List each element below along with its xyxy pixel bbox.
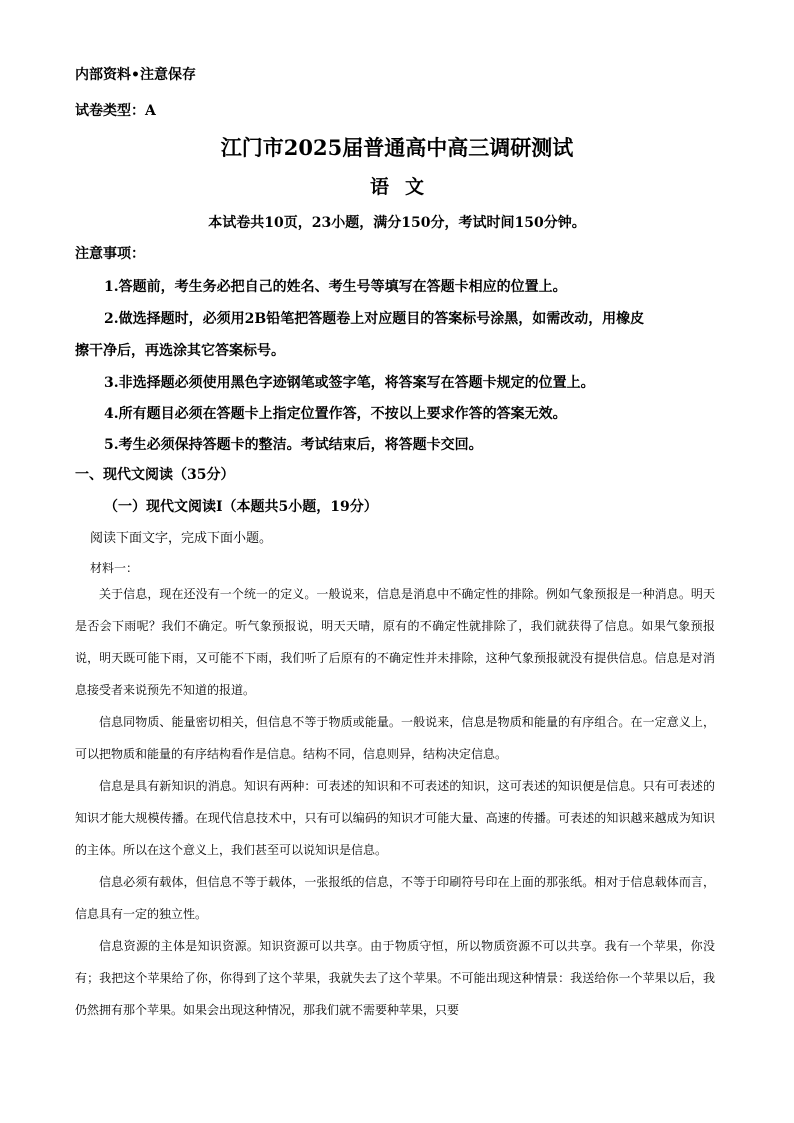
material-label: 材料一： [90, 561, 139, 575]
notice-item-1: 1.答题前，考生务必把自己的姓名、考生号等填写在答题卡相应的位置上。 [104, 279, 567, 295]
notice-item-5: 5.考生必须保持答题卡的整洁。考试结束后，将答题卡交回。 [104, 437, 483, 453]
exam-info: 本试卷共10页，23小题，满分150分，考试时间150分钟。 [208, 215, 586, 231]
notice-item-4: 4.所有题目必须在答题卡上指定位置作答，不按以上要求作答的答案无效。 [104, 406, 567, 422]
notice-item-3: 3.非选择题必须使用黑色字迹钢笔或签字笔，将答案写在答题卡规定的位置上。 [104, 375, 595, 391]
reading-instruction: 阅读下面文字，完成下面小题。 [90, 531, 273, 546]
section-heading: 一、现代文阅读（35分） [75, 467, 235, 483]
subsection-heading: （一）现代文阅读Ⅰ（本题共5小题，19分） [104, 499, 378, 515]
material-paragraph: 关于信息，现在还没有一个统一的定义。一般说来，信息是消息中不确定性的排除。例如气象预报是一种消息。明天是否会下雨呢？我们不确定。听气象预报说，明天天晴，原有的不确定性就排除了，我们就获得了信息。如果气象预报说，明天既可能下雨，又可能不下雨，我们听了后原有的不确定性并未排除，这种气象预报就没有提供信息。信息是对消息接受者来说预先不知道的报道。 [75, 587, 715, 697]
material-paragraph: 信息资源的主体是知识资源。知识资源可以共享。由于物质守恒，所以物质资源不可以共享。我有一个苹果，你没有；我把这个苹果给了你，你得到了这个苹果，我就失去了这个苹果。不可能出现这种情景：我送给你一个苹果以后，我仍然拥有那个苹果。如果会出现这种情况，那我们就不需要种苹果，只要 [75, 939, 715, 1017]
material-paragraph: 信息同物质、能量密切相关，但信息不等于物质或能量。一般说来，信息是物质和能量的有序组合。在一定意义上，可以把物质和能量的有序结构看作是信息。结构不同，信息则异，结构决定信息。 [75, 715, 715, 761]
paper-type-label: 试卷类型：A [75, 103, 156, 119]
subject-title: 语文 [369, 176, 440, 198]
confidential-label: 内部资料•注意保存 [75, 67, 196, 83]
exam-title: 江门市2025届普通高中高三调研测试 [220, 135, 574, 160]
material-paragraph: 信息必须有载体，但信息不等于载体，一张报纸的信息，不等于印刷符号印在上面的那张纸。相对于信息载体而言，信息具有一定的独立性。 [75, 875, 715, 921]
notice-item-2: 2.做选择题时，必须用2B铅笔把答题卷上对应题目的答案标号涂黑，如需改动，用橡皮 [104, 311, 645, 327]
notice-heading: 注意事项： [75, 246, 145, 262]
notice-item-2-continued: 擦干净后，再选涂其它答案标号。 [75, 343, 285, 359]
material-paragraph: 信息是具有新知识的消息。知识有两种：可表述的知识和不可表述的知识，这可表述的知识便是信息。只有可表述的知识才能大规模传播。在现代信息技术中，只有可以编码的知识才可能大量、高速的传播。可表述的知识越来越成为知识的主体。所以在这个意义上，我们甚至可以说知识是信息。 [75, 779, 715, 857]
